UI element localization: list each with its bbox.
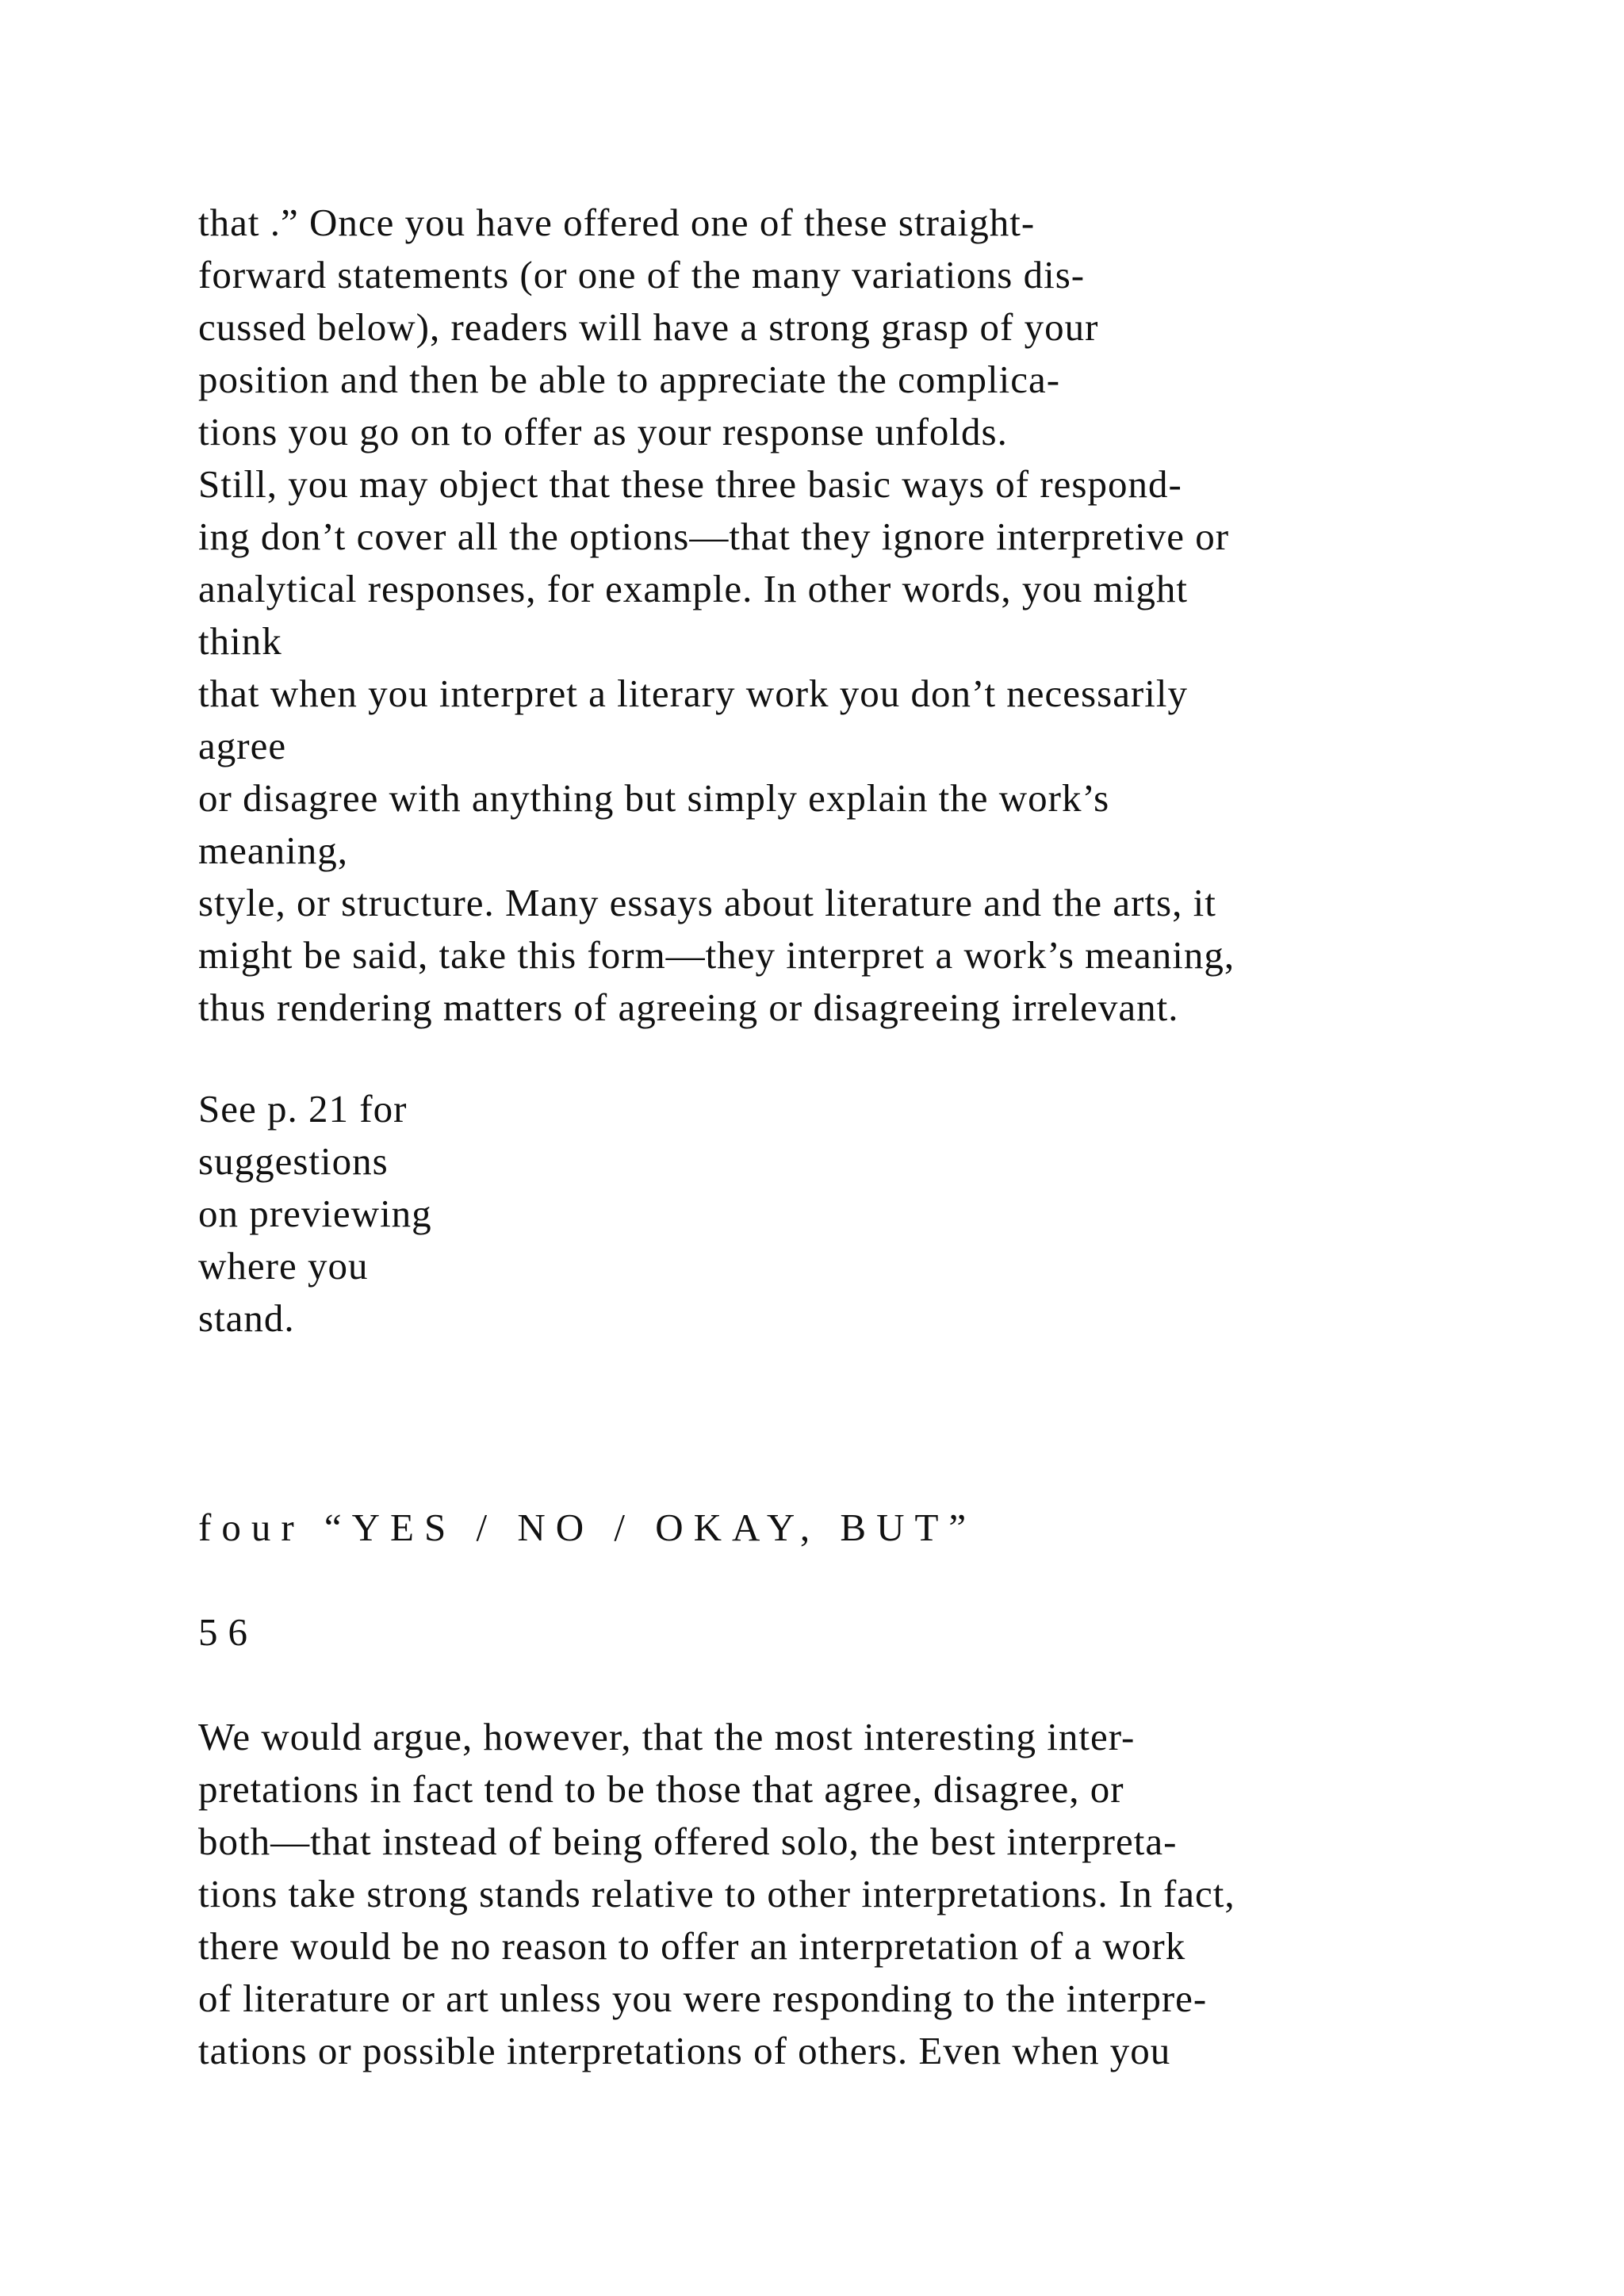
text-line: both—that instead of being offered solo, the best interpreta-	[198, 1820, 1178, 1863]
text-line: forward statements (or one of the many variations dis-	[198, 253, 1086, 297]
text-line: or disagree with anything but simply explain the work’s	[198, 776, 1110, 820]
text-line: think	[198, 619, 282, 663]
page-number: 56	[198, 1610, 258, 1654]
text-line: thus rendering matters of agreeing or disagreeing irrelevant.	[198, 985, 1179, 1029]
text-line: might be said, take this form—they interpret a work’s meaning,	[198, 933, 1235, 977]
margin-note-line: where you	[198, 1244, 369, 1288]
body-paragraph-1	[198, 197, 1235, 1034]
running-header: four “YES / NO / OKAY, BUT”	[198, 1506, 977, 1549]
margin-note	[198, 1083, 432, 1345]
text-line: tations or possible interpretations of others. Even when you	[198, 2029, 1171, 2072]
text-line: pretations in fact tend to be those that agree, disagree, or	[198, 1767, 1124, 1811]
text-line: agree	[198, 724, 287, 767]
text-line: We would argue, however, that the most interesting inter-	[198, 1715, 1136, 1758]
margin-note-line: stand.	[198, 1296, 295, 1340]
text-line: ing don’t cover all the options—that they ignore interpretive or	[198, 515, 1230, 558]
text-line: meaning,	[198, 828, 348, 872]
text-line: of literature or art unless you were responding to the interpre-	[198, 1976, 1208, 2020]
body-paragraph-2	[198, 1711, 1235, 2077]
text-line: cussed below), readers will have a strong grasp of your	[198, 305, 1099, 349]
text-line: position and then be able to appreciate the complica-	[198, 358, 1061, 401]
text-line: analytical responses, for example. In other words, you might	[198, 567, 1188, 610]
text-line: there would be no reason to offer an interpretation of a work	[198, 1924, 1186, 1968]
margin-note-line: See p. 21 for	[198, 1087, 408, 1131]
text-line: style, or structure. Many essays about literature and the arts, it	[198, 881, 1216, 924]
text-line: that .” Once you have offered one of these straight-	[198, 201, 1036, 244]
text-line: tions take strong stands relative to other interpretations. In fact,	[198, 1872, 1235, 1915]
text-line: that when you interpret a literary work you don’t necessarily	[198, 672, 1188, 715]
text-line: Still, you may object that these three basic ways of respond-	[198, 462, 1182, 506]
margin-note-line: on previewing	[198, 1192, 432, 1235]
margin-note-line: suggestions	[198, 1139, 389, 1183]
text-line: tions you go on to offer as your response unfolds.	[198, 410, 1008, 453]
